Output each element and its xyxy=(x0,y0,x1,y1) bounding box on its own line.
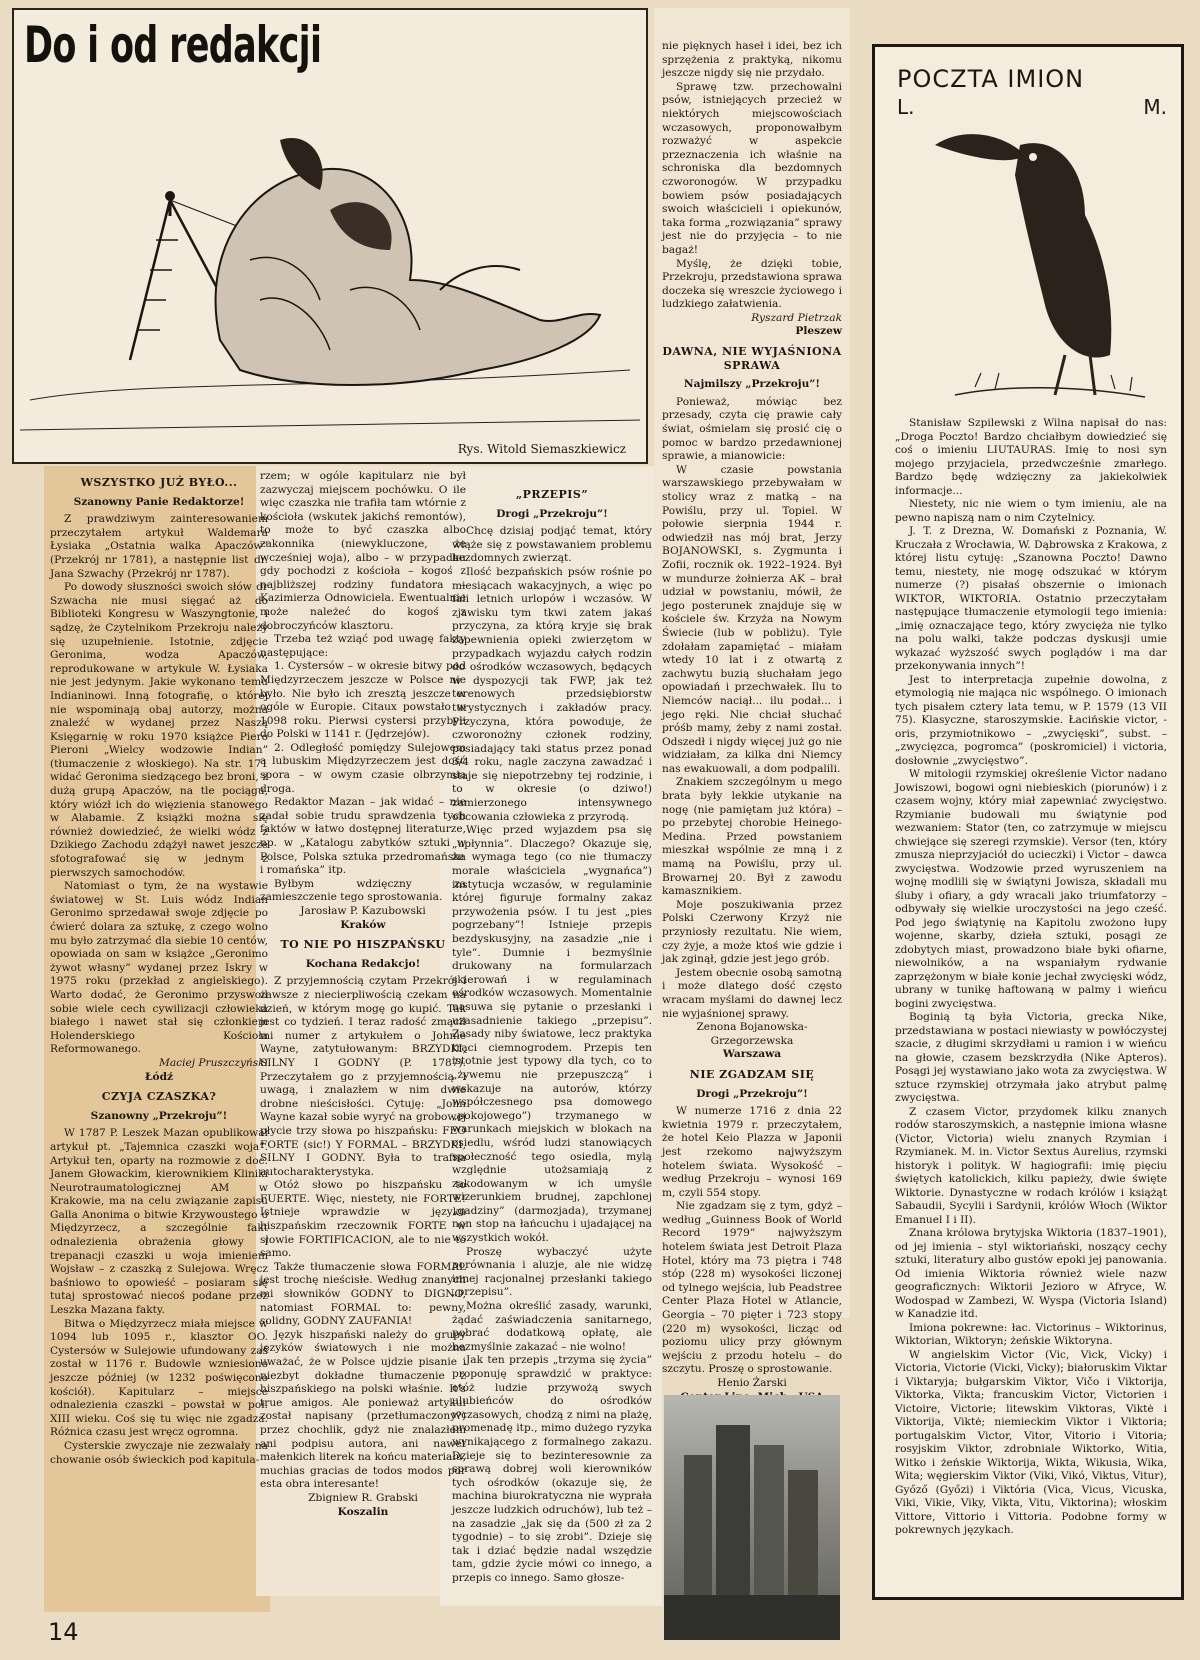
paragraph: nie pięknych haseł i idei, bez ich sprzężenia z praktyką, nikomu jeszcze nigdy się nie przydało. xyxy=(662,40,842,80)
letter-heading: CZYJA CZASZKA? xyxy=(101,1090,217,1104)
paragraph: rzem; w ogóle kapitularz nie był zazwyczaj miejscem pochówku. O ile więc czaszka nie trafiła tam wtórnie z kościoła (wskutek jakichś remontów), to może to być czaszka albo zakonnika (niewykluczone, że wcześniej woja), albo – w przypadku gdy pochodzi z kościoła – kogoś z najbliższej rodziny fundatora – Kazimierza Odnowiciela. Ewentualnie może należeć do kogoś z dobroczyńców klasztoru. xyxy=(260,470,466,632)
column-2 xyxy=(260,470,466,1519)
paragraph: Można określić zasady, warunki, żądać zaświadczenia sanitarnego, pobrać dodatkową opłatę, ale bezmyślnie zakazać – nie wolno! xyxy=(452,1300,652,1353)
letter-greeting: Drogi „Przekroju”! xyxy=(696,1087,808,1100)
hornbill-bird-icon xyxy=(915,105,1165,405)
letter-place: Koszalin xyxy=(337,1505,389,1518)
paragraph: Bitwa o Międzyrzecz miała miejsce w 1094 lub 1095 r., klasztor OO. Cystersów w Sulejowie ufundowany zaś został w 1176 r. Budowle wzniesiono jeszcze później (w 1232 poświęcono kościół). Kapitularz – miejsce odnalezienia czaszki – powstał w poł. XIII wieku. Coś się tu więc nie zgadza. Różnica czasu jest wręcz ogromna. xyxy=(50,1317,268,1439)
paragraph: W czasie powstania warszawskiego przebywałam w stolicy wraz z matką – na Powiślu, przy ul. Topiel. W połowie sierpnia 1944 r. odwiedził nas mój brat, Jerzy BOJANOWSKI, s. Zygmunta i Zofii, rocznik ok. 1922–1924. Był w mundurze żołnierza AK – brał udział w powstaniu, mówił, że jego posterunek znajduje się w kościele św. Krzyża na Nowym Świecie (lub w pobliżu). Tyle zdołałam zapamiętać – miałam wtedy 10 lat i z otwartą z zachwytu buzią słuchałam jego opowiadań i przechwałek. Ilu to Niemców naciął... ilu podał... i jego ręki. Nie chciał słuchać próśb mamy, żeby z nami został. Odszedł i nigdy więcej już go nie widziałam, za kilka dni Niemcy nas ewakuowali, a dom podpalili. xyxy=(662,463,842,775)
paragraph: Po dowody słuszności swoich słów dr Szwacha nie musi sięgać aż do Biblioteki Kongresu w Waszyngtonie, i sądzę, że Czytelnikom Przekroju należy się uzupełnienie. Istotnie, zdjęcie Geronima, wodza Apaczów, reprodukowane w artykule W. Łysiaka nie jest jedynym. Jakie wykonano temu Indianinowi. Inną fotografię, o której nie wspominają obaj autorzy, można znaleźć w wydanej przez Naszą Księgarnię w roku 1970 książce Piero Pieroni „Wielcy wodzowie Indian” (tłumaczenie z włoskiego). Na str. 171 widać Geronima siedzącego bez broni, z dużą grupą Apaczów, na tle pociągu, który wiózł ich do więzienia stanowego w Alabamie. Z książki można się również dowiedzieć, że wielki wódz z Dzikiego Zachodu zdążył nawet jeszcze sfotografować się w jednym z pierwszych samochodów. xyxy=(50,581,268,879)
paragraph: Stanisław Szpilewski z Wilna napisał do nas: „Droga Poczto! Bardzo chciałbym dowiedzieć się coś o imieniu LIUTAURAS. Imię to nosi syn mojego przyjaciela, przedwcześnie zmarłego. Bardzo będę wdzięczny za jakiekolwiek informacje... xyxy=(895,417,1167,497)
paragraph: Redaktor Mazan – jak widać – nie zadał sobie trudu sprawdzenia tych faktów w łatwo dostępnej literaturze, np. w „Katalogu zabytków sztuki w Polsce, Polska sztuka przedromańska i romańska” itp. xyxy=(260,796,466,877)
paragraph: W numerze 1716 z dnia 22 kwietnia 1979 r. przeczytałem, że hotel Keio Plazza w Japonii jest rzekomo najwyższym hotelem świata. Wysokość – według Przekroju – wynosi 169 m, czyli 554 stopy. xyxy=(662,1105,842,1199)
letter-greeting: Kochana Redakcjo! xyxy=(305,957,421,970)
section-title: Do i od redakcji xyxy=(24,16,322,74)
paragraph: W angielskim Victor (Vic, Vick, Vicky) i Victoria, Victorie (Vicki, Vicky); białoruskim Viktar i Viktaryja; bułgarskim Viktor, Vičo i Viktorija, Viktorka, Vikta; francuskim Victor, Victorien i Victoire, Victorie; litewskim Viktoras, Viktė i Viktorija, Viktė; niemieckim Viktor i Viktoria; portugalskim Victor, Vitor, Vitorio i Vitoria; rosyjskim Viktor, zdrobniale Wiktorko, Witia, Witko i żeńskie Wiktorija, Wikta, Wikusia, Wika, Wita; węgierskim Viktor (Viki, Vikó, Viktus, Vitur), Győző (Győzi) i Viktória (Vica, Vicus, Vicuska, Viki, Vikie, Viky, Vikta, Vitu, Viktorina); włoskim Vittore, Vittorio i Vittoria. Podobne formy w pokrewnych językach. xyxy=(895,1348,1167,1536)
letter-heading: TO NIE PO HISZPAŃSKU xyxy=(280,938,446,952)
paragraph: Ilość bezpańskich psów rośnie po miesiącach wakacyjnych, a więc po fali letnich urlopów i wczasów. W zjawisku tym tkwi zatem jakaś przyczyna, za którą kryje się brak zapewnienia opieki zwierzętom w przypadkach wyjazdu całych rodzin do ośrodków wczasowych, będących w dyspozycji tak FWP, jak też terenowych przedsiębiorstw turystycznych i zakładów pracy. Przyczyna, która powoduje, że czworonożny członek rodziny, posiadający taki status przez ponad 3/4 roku, nagle zaczyna zawadzać i staje się niepotrzebny tej rodzinie, i to w okresie (o dziwo!) zamierzonego intensywnego obcowania człowieka z przyrodą. xyxy=(452,565,652,823)
poczta-title: POCZTA IMION xyxy=(897,65,1085,93)
paragraph: Otóż słowo po hiszpańsku to FUERTE. Więc, niestety, nie FORTE! Istnieje wprawdzie w języku hiszpańskim rzeczownik FORTE w słowie FORTIFICACION, ale to nie to samo. xyxy=(260,1179,466,1260)
letter-signature: Ryszard Pietrzak xyxy=(751,311,842,324)
paragraph: Chcę dzisiaj podjąć temat, który wiąże się z powstawaniem problemu bezdomnych zwierząt. xyxy=(452,525,652,565)
paragraph: Znakiem szczególnym u mego brata były lekkie utykanie na nogę (nie pamiętam już która) – po przebytej chorobie Heinego-Medina. Przed powstaniem mieszkał wspólnie ze mną i z mamą na Powiślu, przy ul. Browarnej 20. Był z zawodu kamasznikiem. xyxy=(662,776,842,898)
paragraph: 2. Odległość pomiędzy Sulejowem a lubuskim Międzyrzeczem jest dość spora – w owym czasie olbrzymia droga. xyxy=(260,741,466,795)
paragraph: Proszę wybaczyć użyte porównania i aluzje, ale nie widzę innej racjonalnej przesłanki takiego „przepisu”. xyxy=(452,1245,652,1299)
masthead-box xyxy=(12,8,648,464)
paragraph: Myślę, że dzięki tobie, Przekroju, przedstawiona sprawa doczeka się wreszcie życiowego i ludzkiego załatwienia. xyxy=(662,257,842,311)
paragraph: Jest to interpretacja zupełnie dowolna, z etymologią nie mająca nic wspólnego. O imionach tych pisałem cztery lata temu, w P. 1579 (13 VII 75). Klasyczne, staroszymskie. Łacińskie victor, -oris, przymiotnikowo – „zwycięski”, subst. – „zwycięzca, pogromca” (poskromiciel) i victoria, dosłownie „zwycięstwo”. xyxy=(895,673,1167,767)
paragraph: Znana królowa brytyjska Wiktoria (1837–1901), od jej imienia – styl wiktoriański, noszący cechy sztuki, literatury albo gustów epoki jej panowania. Od imienia Wiktoria również wiele nazw geograficznych: Wiktorii Jezioro w Afryce, W. Wodospad w Zambezi, W. Wyspa (Victoria Island) w Kanadzie itd. xyxy=(895,1227,1167,1320)
column-1 xyxy=(50,470,268,1467)
paragraph: Także tłumaczenie słowa FORMAL jest trochę nieścisłe. Według znanych mi słowników GODNY to DIGNO, natomiast FORMAL to: pewny, solidny, GODNY ZAUFANIA! xyxy=(260,1260,466,1328)
paragraph: Trzeba też wziąć pod uwagę fakty następujące: xyxy=(260,633,466,659)
letter-greeting: Szanowny „Przekroju”! xyxy=(90,1109,228,1122)
letter-signature: Maciej Pruszczyński xyxy=(158,1056,268,1069)
paragraph: Nie zgadzam się z tym, gdyż – według „Guinness Book of World Record 1979” najwyższym hotelem świata jest Detroit Plaza Hotel, który ma 73 piętra i 748 stóp (228 m) wysokości liczonej od tylnego wejścia, lub Peadstree Center Plaza Hotel w Atlancie, Georgia – 70 pięter i 723 stopy (220 m) wysokości, licząc od poziomu ulicy przy głównym wejściu z przodu hotelu – do szczytu. Proszę o sprostowanie. xyxy=(662,1200,842,1376)
paragraph: Boginią tą była Victoria, grecka Nike, przedstawiana w postaci niewiasty w powłóczystej szacie, z długimi skrzydłami u ramion i w wieńcu na głowie, czasem bezskrzydła (Nike Apteros). Posągi jej wystawiano jako wota za zwycięstwa. W sztuce rzymskiej otrzymała jako atrybut palmę zwycięstwa. xyxy=(895,1011,1167,1104)
letter-place: Kraków xyxy=(340,918,386,931)
paragraph: Imiona pokrewne: łac. Victorinus – Wiktorinus, Wiktorian, Wiktoryn; żeńskie Wiktoryna. xyxy=(895,1321,1167,1347)
letter-heading: DAWNA, NIE WYJAŚNIONA SPRAWA xyxy=(662,345,842,372)
initial-l: L. xyxy=(897,95,915,119)
paragraph: Cysterskie zwyczaje nie zezwalały na chowanie osób świeckich pod kapitula- xyxy=(50,1439,268,1466)
hotel-towers-image xyxy=(664,1395,840,1640)
letter-heading: NIE ZGADZAM SIĘ xyxy=(689,1067,815,1081)
paragraph: W mitologii rzymskiej określenie Victor nadano Jowiszowi, bogowi ogni niebieskich (piorunów) i z czasem wojny, który miał zapewniać zwycięstwo. Rzymianie budowali mu świątynie pod wezwaniem: Stator (ten, co zatrzymuje w miejscu chwiejące się szeregi rzymskie). Versor (ten, który zmusza nieprzyjaciół do ucieczki) i Victor – dawca zwycięstwa. Wodzowie przed wyruszeniem na wojnę modlili się w świątyni Jowisza, składali mu śluby i ofiary, a gdy wracali jako triumfatorzy – odbywały się wielkie uroczystości na jego cześć. Pod jego świątynię na Kapitolu zwożono łupy wojenne, skarby, dzieła sztuki, posągi ze zdobytych miast, prowadzono białe byki ofiarne, niewolników, a na wspaniałym rydwanie zaprzężonym w białe konie jechał zwycięski wódz, ubrany w tunikę haftowaną w palmy i wieńcu bogini zwycięstwa. xyxy=(895,768,1167,1010)
column-3 xyxy=(452,482,652,1586)
letter-signature: Jarosław P. Kazubowski xyxy=(300,905,426,917)
paragraph: W 1787 P. Leszek Mazan opublikował artykuł pt. „Tajemnica czaszki woja”. Artykuł ten, oparty na rozmowie z doc. Janem Głowackim, kierownikiem Kliniki Neurotraumatologicznej AM w Krakowie, ma na celu związanie zapisu Galla Anonima o bitwie Krzywoustego o Międzyrzecz, a szczególnie fakt odnalezienia obrażenia głowy i trepanacji czaszki u woja imieniem Wojsław – z czaszką z Sulejowa. Wręcz baśniowo to opowieść – posiaram się tutaj sprostować niecoś podane przez Leszka Mazana fakty. xyxy=(50,1127,268,1317)
letter-greeting: Szanowny Panie Redaktorze! xyxy=(73,495,245,508)
letter-place: Łódź xyxy=(144,1070,173,1083)
illustration-caption: Rys. Witold Siemaszkiewicz xyxy=(457,442,626,456)
paragraph: Więc przed wyjazdem psa się „upłynnia”. Dlaczego? Okazuje się, że wymaga tego (co nie tłumaczy morale właściciela „wygnańca”) instytucja wczasów, w regulaminie której figuruje formalny zakaz przywożenia psów. I tu jest „pies pogrzebany”! Istnieje przepis bezdyskusyjny, na zasadzie „nie i tyle”. Dumnie i bezmyślnie drukowany na formularzach skierowań i w regulaminach ośrodków wczasowych. Momentalnie nasuwa się pytanie o przesłanki i uzasadnienie takiego „przepisu”. Zasady niby światowe, lecz praktyka trąci ciemnogrodem. Przepis ten istotnie jest typowy dla tych, co to „żywemu nie przepuszczą” i wskazuje na autorów, którzy współczesnego psa domowego „pokojowego”) trzymanego w warunkach miejskich w blokach na osiedlu, wśród ludzi stanowiących społeczność tego osiedla, mylą względnie utożsamiają z zakodowanym w ich umyśle wizerunkiem brudnej, zapchlonej „gadziny” (darmozjada), trzymanej non stop na łańcuchu i ujadającej na wszystkich wokół. xyxy=(452,824,652,1245)
paragraph: Z przyjemnością czytam Przekrój i zawsze z niecierpliwością czekam na dzień, w którym mogę go kupić. Tak jest co tydzień. I teraz radość zmącił mi numer z artykułem o Johnie Wayne, zatytułowanym: BRZYDKI, SILNY I GODNY (P. 1787). Przeczytałem go z przyjemnością i uwagą, i znalazłem w nim dwie drobne nieścisłości. Cytuję: „John Wayne kazał sobie wyryć na grobowej płycie trzy słowa po hiszpańsku: FEO FORTE (sic!) Y FORMAL – BRZYDKI, SILNY I GODNY. Była to trafna autocharakterystyka. xyxy=(260,975,466,1178)
poczta-imion-box xyxy=(872,44,1184,1600)
page-number: 14 xyxy=(48,1618,79,1646)
letter-heading: WSZYSTKO JUŻ BYŁO... xyxy=(80,476,238,489)
letter-heading: „PRZEPIS” xyxy=(515,488,589,501)
paragraph: Niestety, nic nie wiem o tym imieniu, ale na pewno napiszą nam o nim Czytelnicy. xyxy=(895,498,1167,524)
poczta-column xyxy=(895,417,1167,1538)
letter-signature: Henio Żarski xyxy=(717,1377,787,1389)
initial-m: M. xyxy=(1143,95,1167,119)
paragraph: Z czasem Victor, przydomek kilku znanych rodów staroszymskich, a następnie imiona własne (Victor, Victoria) wielu znanych Rzymian i Rzymianek. M. in. Victor Sextus Aurelius, rzymski historyk i polityk. W hagiografii: imię pięciu świętych katolickich, kilku papieży, dwie święte Wiktorie. Dynastyczne w rodach królów i książąt Sabaudii, Sycylii i Sardynii, królów Włoch (Wiktor Emanuel I i II). xyxy=(895,1105,1167,1226)
paragraph: Jestem obecnie osobą samotną i może dlatego dość często wracam myślami do dawnej lecz nie wyjaśnionej sprawy. xyxy=(662,966,842,1020)
paragraph: Sprawę tzw. przechowalni psów, istniejących przecież w niektórych miejscowościach wczasowych, proponowałbym rozważyć w aspekcie przeznaczenia ich właśnie na schroniska dla bezdomnych czworonogów. W przypadku bowiem psów posiadających swoich właścicieli i opiekunów, taka forma „rozwiązania” sprawy jest nie do przyjęcia – to nie bagaż! xyxy=(662,80,842,256)
letter-place: Warszawa xyxy=(722,1048,782,1061)
paragraph: 1. Cystersów – w okresie bitwy pod Międzyrzeczem jeszcze w Polsce nie było. Nie było ich zresztą jeszcze w ogóle w Europie. Citaux powstało w 1098 roku. Pierwsi cystersi przybyli do Polski w 1141 r. (Jędrzejów). xyxy=(260,660,466,741)
paragraph: Jak ten przepis „trzyma się życia” proponuję sprawdzić w praktyce: otóż ludzie przywożą swych ulubieńców do ośrodków wczasowych, chodzą z nimi na plażę, promenadę itp., mimo dużego ryzyka wynikającego z formalnego zakazu. Dzieje się to bezinteresownie za sprawą dobrej woli kierowników tych ośrodków (okazuje się, że machina biurokratyczna nie wyprała jeszcze ludzkich odruchów), lub też – na zasadzie „jak się da (500 zł za 2 tygodnie) – to się zrobi”. Dzieje się tak i dziać będzie nadal wszędzie tam, gdzie życie mówi co innego, a przepis co innego. Samo głosze- xyxy=(452,1354,652,1584)
paragraph: Byłbym wdzięczny za zamieszczenie tego sprostowania. xyxy=(260,877,466,904)
letter-signature: Zenona Bojanowska-Grzegorzewska xyxy=(696,1021,808,1047)
paragraph: Język hiszpański należy do grupy języków światowych i nie można uważać, że w Polsce ujdzie pisanie i niezbyt dokładne tłumaczenie z hiszpańskiego na polski właśnie. It's true amigos. Ale ponieważ artykuł został napisany (przetłumaczony?) przez chochlik, gdyż nie znalazłem ani podpisu autora, ani nawet małenkich literek na końcu materiału, muchias gracias de todos modos por esta obra interesante! xyxy=(260,1328,466,1491)
letter-greeting: Drogi „Przekroju”! xyxy=(496,507,608,520)
letter-signature: Zbigniew R. Grabski xyxy=(308,1491,418,1504)
skyscraper-photo xyxy=(664,1395,840,1640)
column-4 xyxy=(662,40,842,1404)
paragraph: Natomiast o tym, że na wystawie światowej w St. Luis wódz Indian Geronimo sprzedawał swoje zdjęcie po ćwierć dolara za sztukę, z czego wolno mu było zatrzymać dla siebie 10 centów, opowiada on sam w książce „Geronimo żywot własny” wydanej przez Iskry w 1975 roku (przekład z angielskiego). Warto dodać, że Geronimo przyswoił sobie wiele cech cywilizacji człowieka białego i nawet stał się członkiem Holenderskiego Kościoła Reformowanego. xyxy=(50,880,268,1056)
paragraph: Moje poszukiwania przez Polski Czerwony Krzyż nie przyniosły rezultatu. Nie wiem, czy żyje, a może ktoś wie gdzie i jak zginął, gdzie jest jego grób. xyxy=(662,898,842,966)
whale-illustration xyxy=(20,100,640,440)
paragraph: Ponieważ, mówiąc bez przesady, czyta cię prawie cały świat, ośmielam się prosić cię o pomoc w bardzo przedawnionej sprawie, a mianowicie: xyxy=(662,395,842,463)
paragraph: J. T. z Drezna, W. Domański z Poznania, W. Kruczała z Wrocławia, W. Dąbrowska z Krakowa, z której listu cytuję: „Szanowna Poczto! Dawno temu, niestety, nie mogę odszukać w którym numerze (?) pisałaś obszernie o imionach WIKTOR, WIKTORIA. Ostatnio przeczytałam następujące tłumaczenie etymologii tego imienia: „imię oznaczające tego, który zwycięża nie tylko na polu walki, także podczas dyskusji umie wykazać wyższość swych poglądów i ma dar przekonywania innych”! xyxy=(895,525,1167,672)
paragraph: Z prawdziwym zainteresowaniem przeczytałem artykuł Waldemara Łysiaka „Ostatnia walka Apaczów” (Przekrój nr 1781), a następnie list dr. Jana Szwachy (Przekrój nr 1787). xyxy=(50,513,268,580)
letter-greeting: Najmilszy „Przekroju”! xyxy=(683,378,821,391)
letter-place: Pleszew xyxy=(795,325,842,338)
